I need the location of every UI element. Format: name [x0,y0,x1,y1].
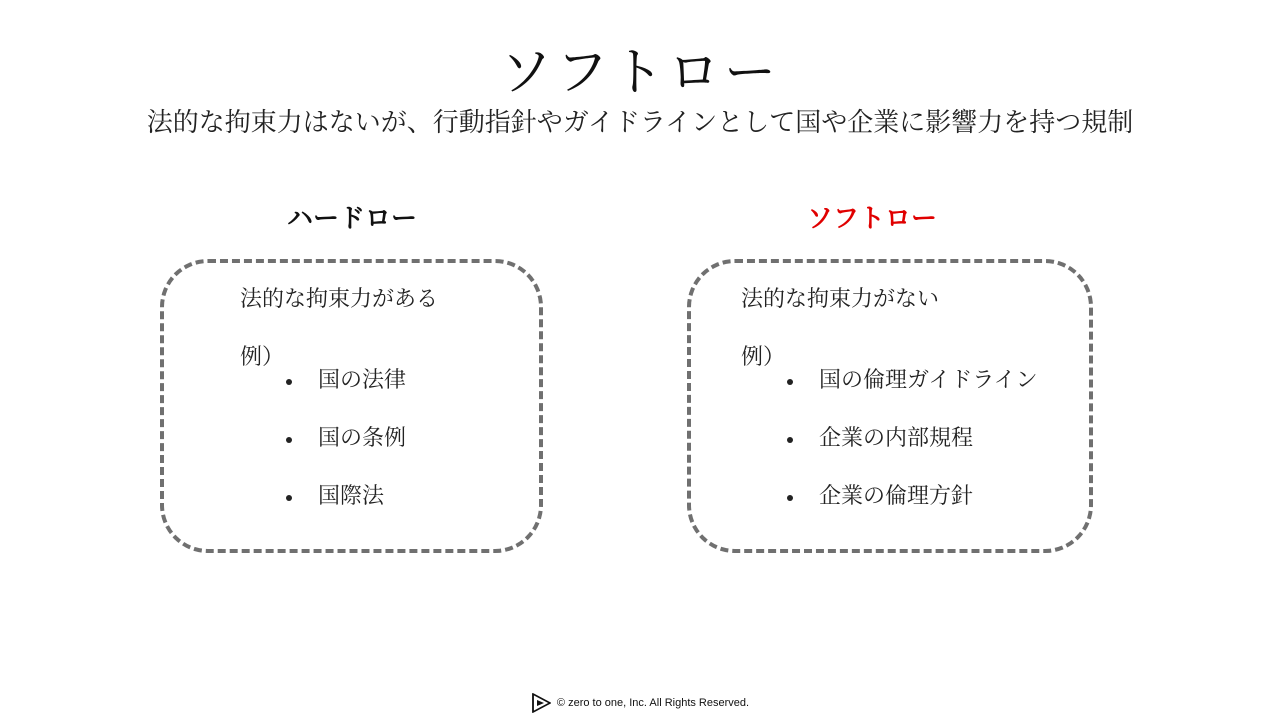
soft-law-description: 法的な拘束力がない [741,287,940,312]
copyright-text: © zero to one, Inc. All Rights Reserved. [556,697,750,709]
list-item-label: 国の倫理ガイドライン [819,368,1038,393]
soft-law-heading: ソフトロー [806,204,937,234]
bullet-icon [286,379,292,385]
footer [0,693,1280,713]
bullet-icon [787,437,793,443]
bullet-icon [787,495,793,501]
slide-title: ソフトロー [499,43,780,103]
list-item-label: 国の条例 [318,426,407,451]
list-item [787,424,1038,482]
bullet-icon [787,379,793,385]
list-item [787,366,1038,424]
play-triangle-logo-icon [531,693,551,713]
bullet-icon [286,437,292,443]
list-item [286,366,406,424]
list-item-label: 国際法 [318,484,385,509]
list-item-label: 国の法律 [318,368,407,393]
list-item [286,482,406,540]
list-item [787,482,1038,540]
hard-law-description: 法的な拘束力がある [240,287,439,312]
list-item [286,424,406,482]
list-item-label: 企業の内部規程 [819,426,974,451]
hard-law-heading: ハードロー [286,204,417,234]
slide-subtitle: 法的な拘束力はないが、行動指針やガイドラインとして国や企業に影響力を持つ規制 [146,108,1134,138]
soft-law-examples-list [787,366,1038,540]
soft-law-example-label: 例） [741,345,786,370]
list-item-label: 企業の倫理方針 [819,484,974,509]
hard-law-example-label: 例） [240,345,285,370]
bullet-icon [286,495,292,501]
hard-law-examples-list [286,366,406,540]
